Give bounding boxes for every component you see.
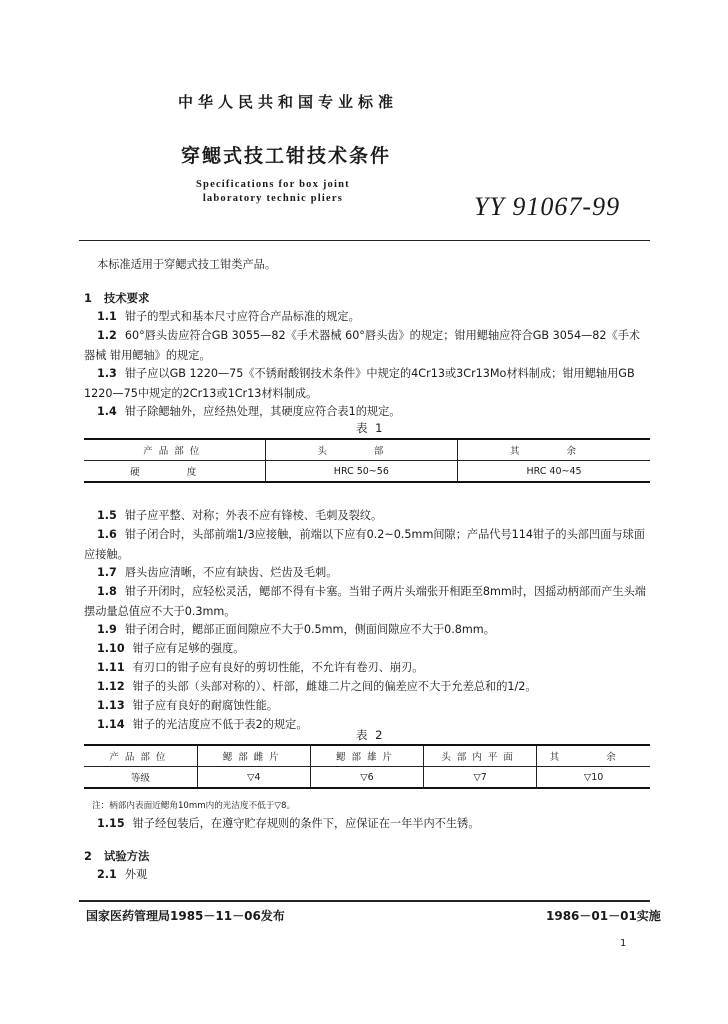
document-title-english bbox=[196, 178, 350, 206]
page-number: 1 bbox=[620, 938, 627, 949]
clause-text: 钳子开闭时，应轻松灵活，鳃部不得有卡塞。当钳子两片头端张开相距至8mm时，因摇动柄部而产生头端摆动量总值应不大于0.3mm。 bbox=[84, 585, 646, 618]
clause-text: 钳子应有良好的耐腐蚀性能。 bbox=[132, 699, 279, 712]
table-header-row bbox=[84, 439, 650, 461]
clause-1-3 bbox=[84, 364, 650, 403]
clause-1-10 bbox=[84, 639, 650, 659]
clause-number: 1.1 bbox=[97, 310, 117, 323]
section-2-heading bbox=[84, 848, 149, 864]
clause-1-4 bbox=[84, 402, 650, 422]
issue-date: 国家医药管理局1985－11－06发布 bbox=[86, 909, 285, 923]
table-2-caption: 表 2 bbox=[356, 728, 385, 742]
title-en-line2: laboratory technic pliers bbox=[202, 193, 344, 204]
clause-text: 钳子的型式和基本尺寸应符合产品标准的规定。 bbox=[124, 310, 360, 323]
clause-text: 60°唇头齿应符合GB 3055—82《手术器械 60°唇头齿》的规定；钳用鳃轴应符合GB 3054—82《手术器械 钳用鳃轴》的规定。 bbox=[84, 329, 641, 362]
clause-text: 钳子应以GB 1220—75《不锈耐酸钢技术条件》中规定的4Cr13或3Cr13Mo材料制成；钳用鳃轴用GB 1220—75中规定的2Cr13或1Cr13材料制成。 bbox=[84, 367, 635, 400]
clause-1-1 bbox=[84, 307, 650, 327]
clause-text: 钳子闭合时，头部前端1/3应接触，前端以下应有0.2~0.5mm间隙；产品代号114钳子的头部凹面与球面应接触。 bbox=[84, 528, 645, 561]
clause-1-7 bbox=[84, 563, 650, 583]
section-number: 1 bbox=[84, 291, 92, 305]
section-1-heading bbox=[84, 290, 149, 306]
clause-text: 钳子应平整、对称；外表不应有锋棱、毛刺及裂纹。 bbox=[124, 509, 383, 522]
clause-1-6 bbox=[84, 525, 650, 564]
table-row bbox=[84, 767, 650, 789]
table-header-row bbox=[84, 745, 650, 767]
clause-number: 1.12 bbox=[97, 680, 125, 693]
clause-number: 1.4 bbox=[97, 405, 117, 418]
clause-number: 1.8 bbox=[97, 585, 117, 598]
clause-number: 1.6 bbox=[97, 528, 117, 541]
table-cell: ▽10 bbox=[537, 767, 650, 789]
clause-text: 钳子闭合时，鳃部正面间隙应不大于0.5mm，侧面间隙应不大于0.8mm。 bbox=[124, 623, 495, 636]
clause-number: 1.3 bbox=[97, 367, 117, 380]
table-cell: 硬 度 bbox=[84, 461, 265, 483]
table-2-note: 注：柄部内表面近鳃角10mm内的光洁度不低于▽8。 bbox=[92, 801, 296, 811]
clause-number: 1.7 bbox=[97, 566, 117, 579]
table-header-cell: 产品部位 bbox=[84, 439, 265, 461]
scope-paragraph: 本标准适用于穿鳃式技工钳类产品。 bbox=[97, 258, 277, 271]
table-header-cell: 头部内平面 bbox=[424, 745, 537, 767]
table-cell: ▽6 bbox=[310, 767, 423, 789]
clause-number: 1.15 bbox=[97, 817, 125, 830]
table-header-cell: 其 余 bbox=[537, 745, 650, 767]
clause-number: 2.1 bbox=[97, 868, 117, 881]
title-en-line1: Specifications for box joint bbox=[196, 179, 350, 190]
clause-text: 外观 bbox=[124, 868, 148, 881]
table-header-cell: 鳃部雄片 bbox=[310, 745, 423, 767]
clause-number: 1.10 bbox=[97, 642, 125, 655]
table-header-cell: 鳃部雌片 bbox=[197, 745, 310, 767]
table-cell: ▽7 bbox=[424, 767, 537, 789]
clause-number: 1.14 bbox=[97, 718, 125, 731]
clause-number: 1.2 bbox=[97, 329, 117, 342]
clause-number: 1.9 bbox=[97, 623, 117, 636]
clause-text: 钳子应有足够的强度。 bbox=[132, 642, 245, 655]
footer-divider bbox=[79, 900, 650, 902]
clause-1-8 bbox=[84, 582, 650, 621]
clause-text: 钳子的头部（头部对称的）、杆部，雌雄二片之间的偏差应不大于允差总和的1/2。 bbox=[132, 680, 537, 693]
effective-date: 1986－01－01实施 bbox=[546, 909, 661, 923]
section-number: 2 bbox=[84, 849, 92, 863]
handwritten-standard-code: YY 91067-99 bbox=[474, 192, 621, 221]
section-title: 试验方法 bbox=[103, 849, 150, 863]
clause-1-12 bbox=[84, 677, 650, 697]
clause-1-13 bbox=[84, 696, 650, 716]
table-cell: ▽4 bbox=[197, 767, 310, 789]
clause-text: 有刃口的钳子应有良好的剪切性能，不允许有卷刃、崩刃。 bbox=[132, 661, 424, 674]
clause-1-11 bbox=[84, 658, 650, 678]
clause-text: 钳子的光洁度应不低于表2的规定。 bbox=[132, 718, 308, 731]
table-header-cell: 产品部位 bbox=[84, 745, 197, 767]
clause-text: 钳子除鳃轴外，应经热处理，其硬度应符合表1的规定。 bbox=[124, 405, 401, 418]
clause-text: 唇头齿应清晰，不应有缺齿、烂齿及毛刺。 bbox=[124, 566, 338, 579]
clause-1-5 bbox=[84, 506, 650, 526]
clause-number: 1.11 bbox=[97, 661, 125, 674]
clause-2-1 bbox=[84, 865, 650, 885]
section-title: 技术要求 bbox=[103, 291, 150, 305]
table-header-cell: 头 部 bbox=[265, 439, 457, 461]
clause-number: 1.5 bbox=[97, 509, 117, 522]
hardness-table bbox=[84, 438, 650, 483]
table-cell: HRC 50~56 bbox=[265, 461, 457, 483]
standard-type-heading: 中华人民共和国专业标准 bbox=[178, 93, 399, 111]
header-divider bbox=[79, 240, 650, 241]
table-cell: HRC 40~45 bbox=[458, 461, 650, 483]
clause-text: 钳子经包装后，在遵守贮存规则的条件下，应保证在一年半内不生锈。 bbox=[132, 817, 480, 830]
document-title: 穿鳃式技工钳技术条件 bbox=[181, 145, 392, 167]
table-1-caption: 表 1 bbox=[356, 421, 385, 435]
clause-number: 1.13 bbox=[97, 699, 125, 712]
finish-table bbox=[84, 744, 650, 789]
clause-1-9 bbox=[84, 620, 650, 640]
clause-1-2 bbox=[84, 326, 650, 365]
table-header-cell: 其 余 bbox=[458, 439, 650, 461]
clause-1-15 bbox=[84, 814, 650, 834]
table-cell: 等级 bbox=[84, 767, 197, 789]
table-row bbox=[84, 461, 650, 483]
